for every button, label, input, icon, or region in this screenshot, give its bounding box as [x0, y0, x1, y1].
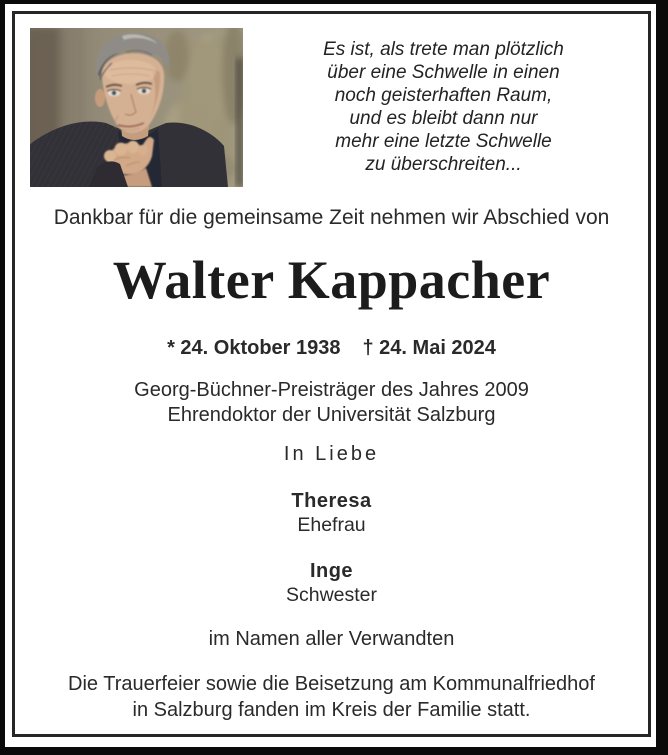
funeral-line: Die Trauerfeier sowie die Beisetzung am Kommunalfriedhof	[68, 673, 595, 695]
portrait-photo	[30, 28, 243, 187]
mourner-relation: Ehefrau	[297, 514, 366, 536]
intro-line: Dankbar für die gemeinsame Zeit nehmen wir Abschied von	[53, 206, 610, 229]
quote-line: Es ist, als trete man plötzlich	[323, 39, 564, 60]
honors-block	[15, 378, 648, 428]
quote-line: noch geisterhaften Raum,	[334, 85, 553, 106]
life-dates	[15, 336, 648, 360]
death-date: † 24. Mai 2024	[362, 337, 496, 359]
mourner-name: Inge	[309, 560, 354, 582]
honor-line: Ehrendoktor der Universität Salzburg	[167, 404, 496, 426]
mourner-relation: Schwester	[285, 584, 378, 606]
deceased-name: Walter Kappacher	[112, 250, 551, 310]
quote-line: mehr eine letzte Schwelle	[335, 131, 552, 152]
on-behalf-line: im Namen aller Verwandten	[208, 628, 455, 650]
closing-line: In Liebe	[283, 443, 380, 465]
quote-line: über eine Schwelle in einen	[327, 62, 560, 83]
mourner-group	[15, 489, 648, 537]
funeral-line: in Salzburg fanden im Kreis der Familie statt.	[132, 699, 531, 721]
header-row	[30, 28, 644, 187]
mourner-group	[15, 559, 648, 607]
inner-frame	[12, 11, 651, 737]
quote-line: zu überschreiten...	[365, 154, 522, 175]
opening-quote	[243, 28, 644, 176]
mourner-name: Theresa	[291, 490, 372, 512]
funeral-notice	[15, 671, 648, 723]
birth-date: * 24. Oktober 1938	[167, 337, 341, 359]
quote-line: und es bleibt dann nur	[349, 108, 538, 129]
honor-line: Georg-Büchner-Preisträger des Jahres 2009	[134, 379, 529, 401]
